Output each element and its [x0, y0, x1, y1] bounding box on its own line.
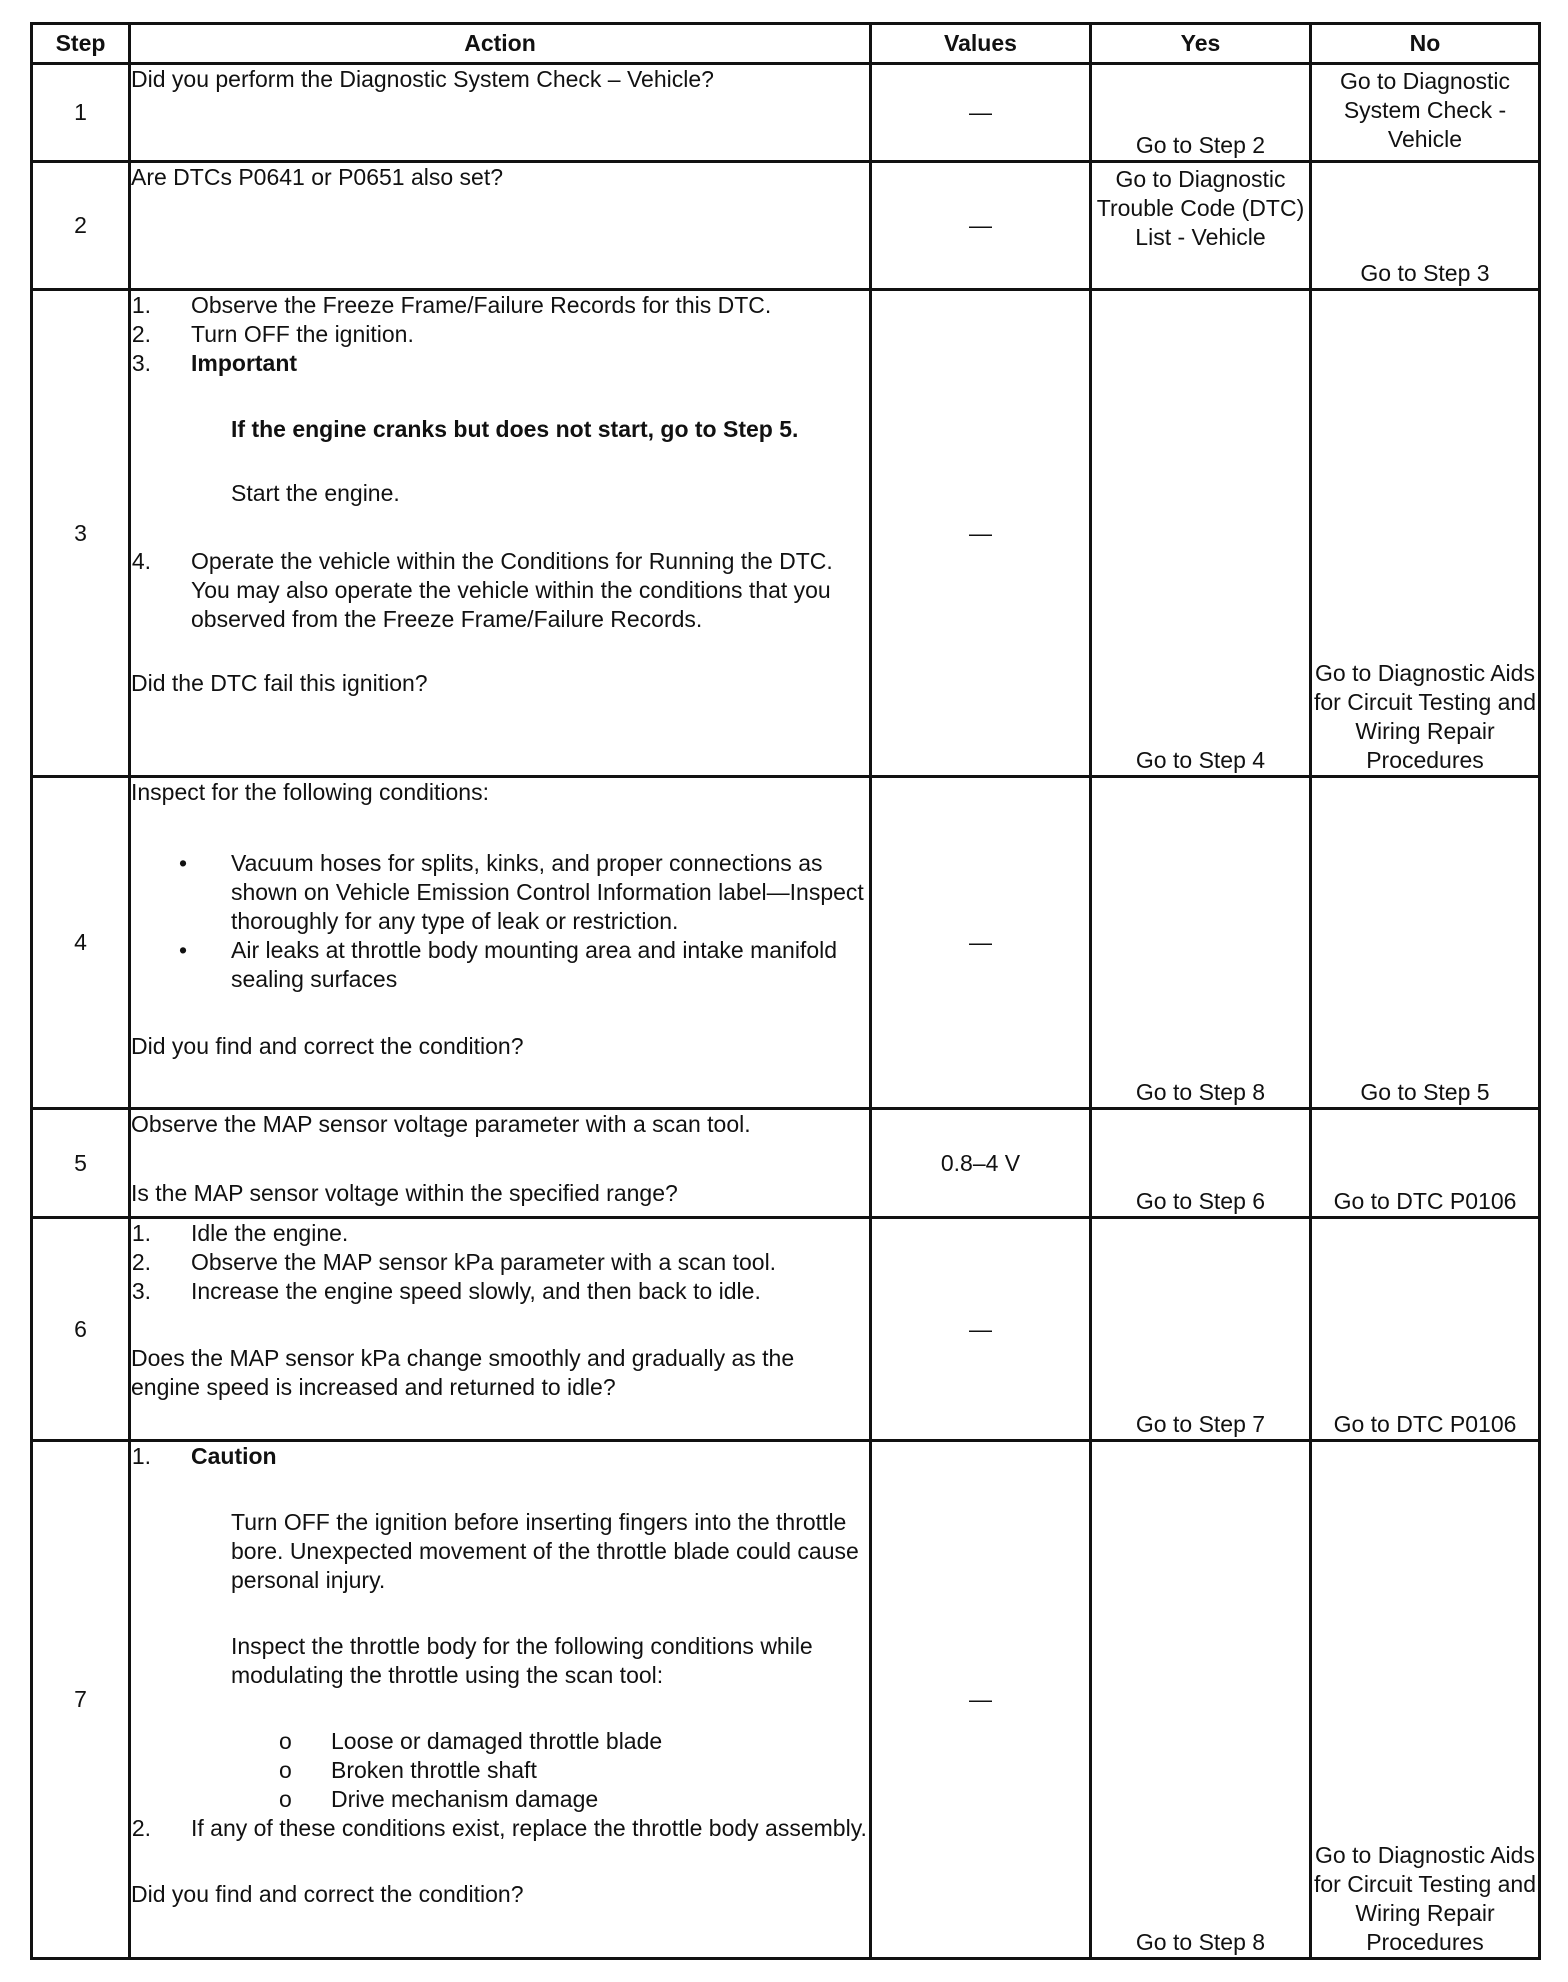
table-row: [32, 290, 1540, 777]
caution-label: Caution: [191, 1443, 277, 1469]
header-action: Action: [130, 24, 871, 64]
list-item: 3. Increase the engine speed slowly, and then back to idle.: [131, 1278, 761, 1304]
table-row: [32, 162, 1540, 290]
action-question: Did you find and correct the condition?: [131, 1033, 524, 1059]
no-cell: Go to DTC P0106: [1311, 1109, 1540, 1218]
values-cell: —: [871, 162, 1091, 290]
table-row: [32, 1441, 1540, 1959]
numbered-list: [131, 291, 869, 378]
step-number: 5: [32, 1109, 130, 1218]
action-question: Did the DTC fail this ignition?: [131, 670, 428, 696]
header-step: Step: [32, 24, 130, 64]
list-item: o Loose or damaged throttle blade: [279, 1728, 663, 1754]
list-item: • Vacuum hoses for splits, kinks, and proper connections as shown on Vehicle Emission Control Information label—Inspect thoroughly for any type of leak or restriction.: [179, 850, 864, 934]
bullet-list: [131, 849, 869, 994]
values-cell: —: [871, 290, 1091, 777]
list-item: o Drive mechanism damage: [279, 1786, 599, 1812]
action-question: Did you perform the Diagnostic System Check – Vehicle?: [131, 66, 714, 92]
action-cell: [130, 1109, 871, 1218]
list-item: 1. Caution: [131, 1442, 869, 1471]
list-item: 2. Turn OFF the ignition.: [131, 321, 414, 347]
yes-cell: Go to Step 7: [1091, 1218, 1311, 1441]
header-yes: Yes: [1091, 24, 1311, 64]
list-item: 2. If any of these conditions exist, replace the throttle body assembly.: [131, 1815, 867, 1841]
table-row: [32, 1109, 1540, 1218]
values-cell: —: [871, 777, 1091, 1109]
values-cell: —: [871, 64, 1091, 162]
numbered-list: [131, 537, 869, 634]
sub-list: [131, 1727, 869, 1814]
step-number: 4: [32, 777, 130, 1109]
list-item: 4. Operate the vehicle within the Conditions for Running the DTC. You may also operate the vehicle within the conditions that you observed from the Freeze Frame/Failure Records.: [131, 548, 833, 632]
step-number: 6: [32, 1218, 130, 1441]
no-cell: Go to Diagnostic Aids for Circuit Testing and Wiring Repair Procedures: [1311, 1441, 1540, 1959]
action-cell: [130, 290, 871, 777]
action-question: Did you find and correct the condition?: [131, 1881, 524, 1907]
numbered-list: [131, 1442, 869, 1471]
values-cell: —: [871, 1218, 1091, 1441]
list-item: 3. Important: [131, 349, 869, 378]
inspect-text: Inspect the throttle body for the following conditions while modulating the throttle using the scan tool:: [231, 1633, 813, 1688]
header-values: Values: [871, 24, 1091, 64]
action-intro: Inspect for the following conditions:: [131, 779, 489, 805]
action-cell: [130, 777, 871, 1109]
action-question: Does the MAP sensor kPa change smoothly and gradually as the engine speed is increased and returned to idle?: [131, 1345, 795, 1400]
header-no: No: [1311, 24, 1540, 64]
header-row: [32, 24, 1540, 64]
list-item: o Broken throttle shaft: [279, 1757, 537, 1783]
start-engine-text: Start the engine.: [231, 480, 400, 506]
action-cell: [130, 64, 871, 162]
action-question: Are DTCs P0641 or P0651 also set?: [131, 164, 504, 190]
no-cell: Go to Step 3: [1311, 162, 1540, 290]
action-cell: [130, 1218, 871, 1441]
yes-cell: Go to Step 4: [1091, 290, 1311, 777]
step-number: 3: [32, 290, 130, 777]
values-cell: 0.8–4 V: [871, 1109, 1091, 1218]
list-item: 1. Observe the Freeze Frame/Failure Records for this DTC.: [131, 292, 772, 318]
yes-cell: Go to Step 8: [1091, 1441, 1311, 1959]
action-intro: Observe the MAP sensor voltage parameter with a scan tool.: [131, 1111, 751, 1137]
action-cell: [130, 1441, 871, 1959]
yes-cell: Go to Step 6: [1091, 1109, 1311, 1218]
values-cell: —: [871, 1441, 1091, 1959]
step-number: 1: [32, 64, 130, 162]
step-number: 2: [32, 162, 130, 290]
numbered-list: [131, 1814, 869, 1843]
important-note: If the engine cranks but does not start, go to Step 5.: [231, 416, 799, 442]
action-body: [131, 291, 869, 698]
numbered-list: [131, 1219, 869, 1306]
important-label: Important: [191, 350, 298, 376]
no-cell: Go to Diagnostic System Check - Vehicle: [1311, 64, 1540, 162]
action-question: Is the MAP sensor voltage within the specified range?: [131, 1180, 678, 1206]
yes-cell: Go to Diagnostic Trouble Code (DTC) List - Vehicle: [1091, 162, 1311, 290]
list-item: 2. Observe the MAP sensor kPa parameter with a scan tool.: [131, 1249, 777, 1275]
no-cell: Go to Step 5: [1311, 777, 1540, 1109]
no-cell: Go to Diagnostic Aids for Circuit Testing and Wiring Repair Procedures: [1311, 290, 1540, 777]
list-item: 1. Idle the engine.: [131, 1220, 349, 1246]
yes-cell: Go to Step 8: [1091, 777, 1311, 1109]
no-cell: Go to DTC P0106: [1311, 1218, 1540, 1441]
table-row: [32, 1218, 1540, 1441]
table-row: [32, 777, 1540, 1109]
caution-text: Turn OFF the ignition before inserting fingers into the throttle bore. Unexpected movement of the throttle blade could cause personal injury.: [231, 1509, 859, 1593]
action-cell: [130, 162, 871, 290]
step-number: 7: [32, 1441, 130, 1959]
yes-cell: Go to Step 2: [1091, 64, 1311, 162]
table-row: [32, 64, 1540, 162]
diagnostic-table: [30, 22, 1541, 1960]
list-item: • Air leaks at throttle body mounting area and intake manifold sealing surfaces: [179, 937, 838, 992]
